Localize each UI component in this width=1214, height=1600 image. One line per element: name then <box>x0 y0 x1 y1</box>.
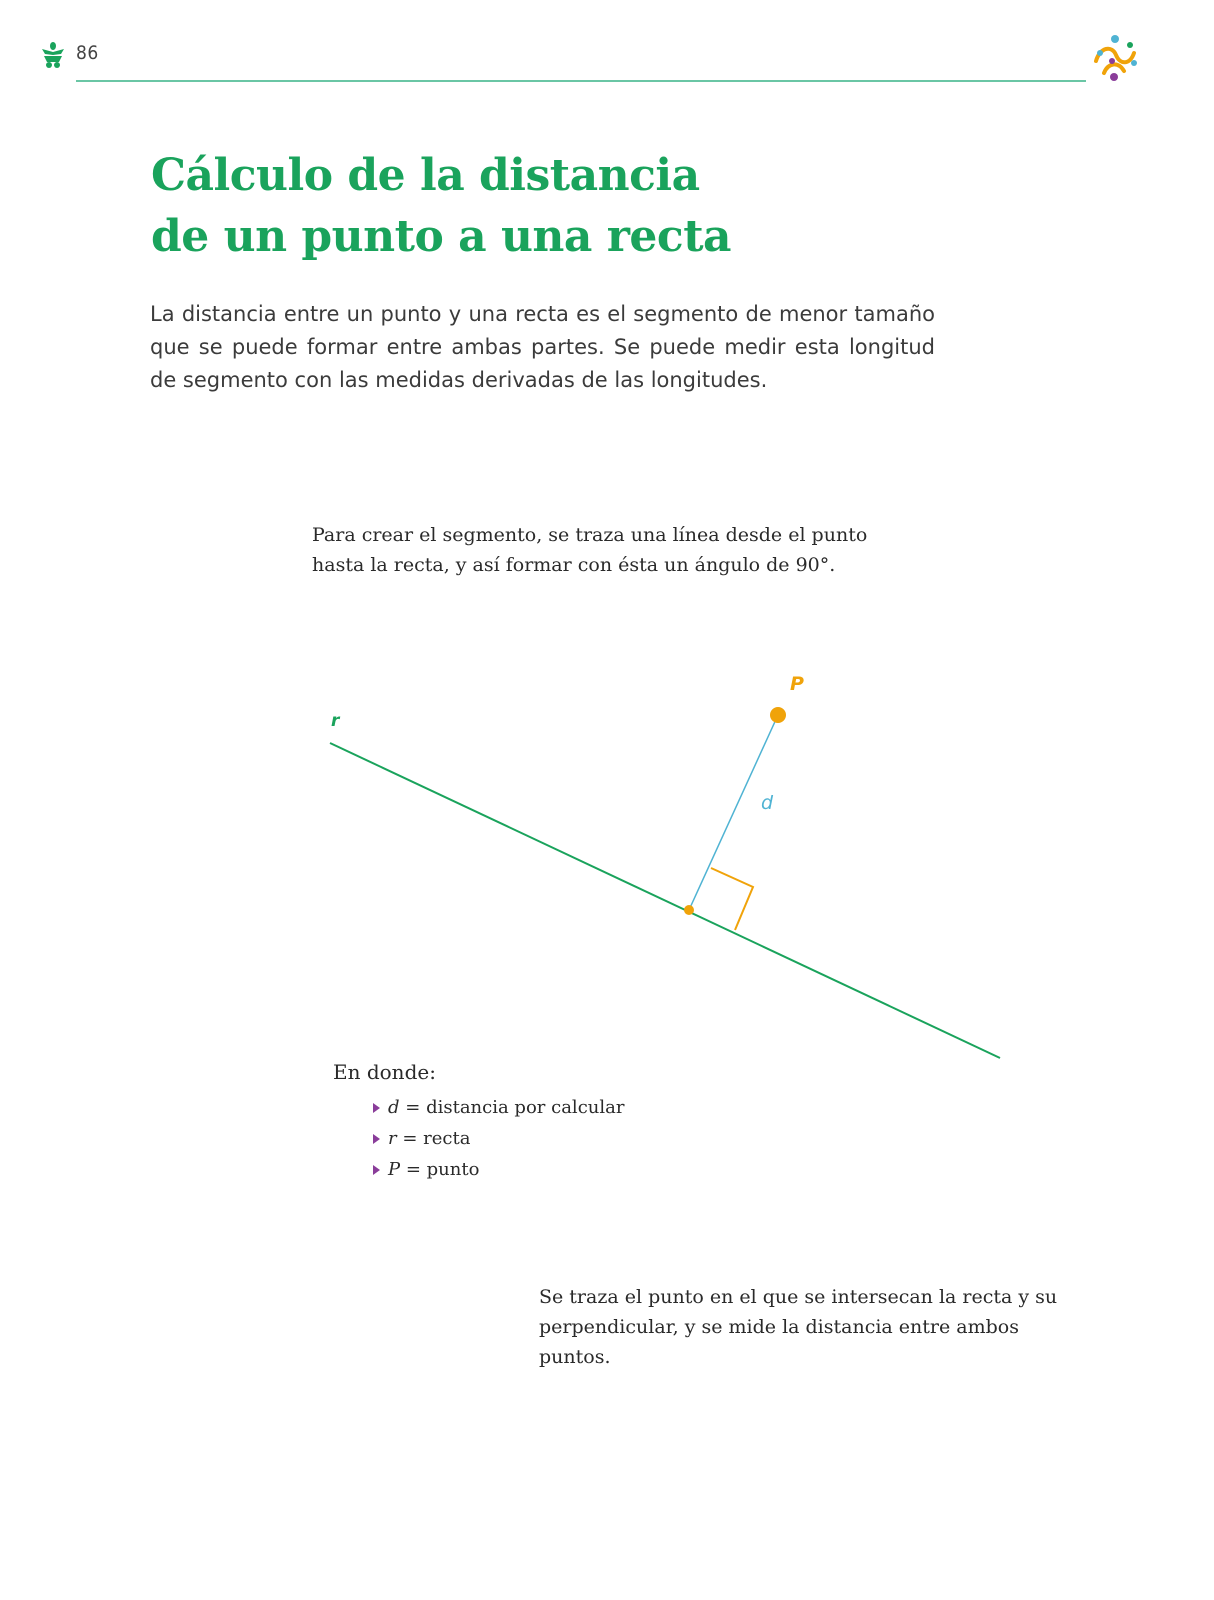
bullet-arrow-icon <box>373 1134 380 1144</box>
page-title-line-1: Cálculo de la distancia <box>151 150 700 201</box>
legend-title: En donde: <box>333 1060 436 1084</box>
legend-text: = distancia por calcular <box>405 1096 625 1118</box>
legend-var: r <box>388 1127 397 1149</box>
point-p <box>770 707 786 723</box>
page-number: 86 <box>76 42 99 64</box>
legend-item <box>373 1123 624 1154</box>
legend-text: = punto <box>405 1158 480 1180</box>
bullet-arrow-icon <box>373 1165 380 1175</box>
legend-var: d <box>388 1096 400 1118</box>
line-r <box>330 743 1000 1058</box>
legend-item <box>373 1154 624 1185</box>
step-2-note: Se traza el punto en el que se intersecan la recta y su perpendicular, y se mide la distancia entre ambos puntos. <box>539 1286 1058 1368</box>
legend-item <box>373 1092 624 1123</box>
bullet-arrow-icon <box>373 1103 380 1113</box>
label-r: r <box>331 711 340 731</box>
page-title-line-2: de un punto a una recta <box>151 211 732 262</box>
right-angle-mark <box>711 868 753 930</box>
legend-var: P <box>388 1158 401 1180</box>
step-1-note: Para crear el segmento, se traza una línea desde el punto hasta la recta, y así formar con ésta un ángulo de 90°. <box>312 524 868 576</box>
intersection-point <box>684 905 694 915</box>
legend-list <box>373 1092 624 1185</box>
intro-paragraph: La distancia entre un punto y una recta es el segmento de menor tamaño que se puede formar entre ambas partes. Se puede medir esta longitud de segmento con las medidas derivadas de las longitudes. <box>150 302 935 392</box>
label-d: d <box>761 792 774 814</box>
label-p: P <box>790 673 804 695</box>
legend-text: = recta <box>402 1127 471 1149</box>
